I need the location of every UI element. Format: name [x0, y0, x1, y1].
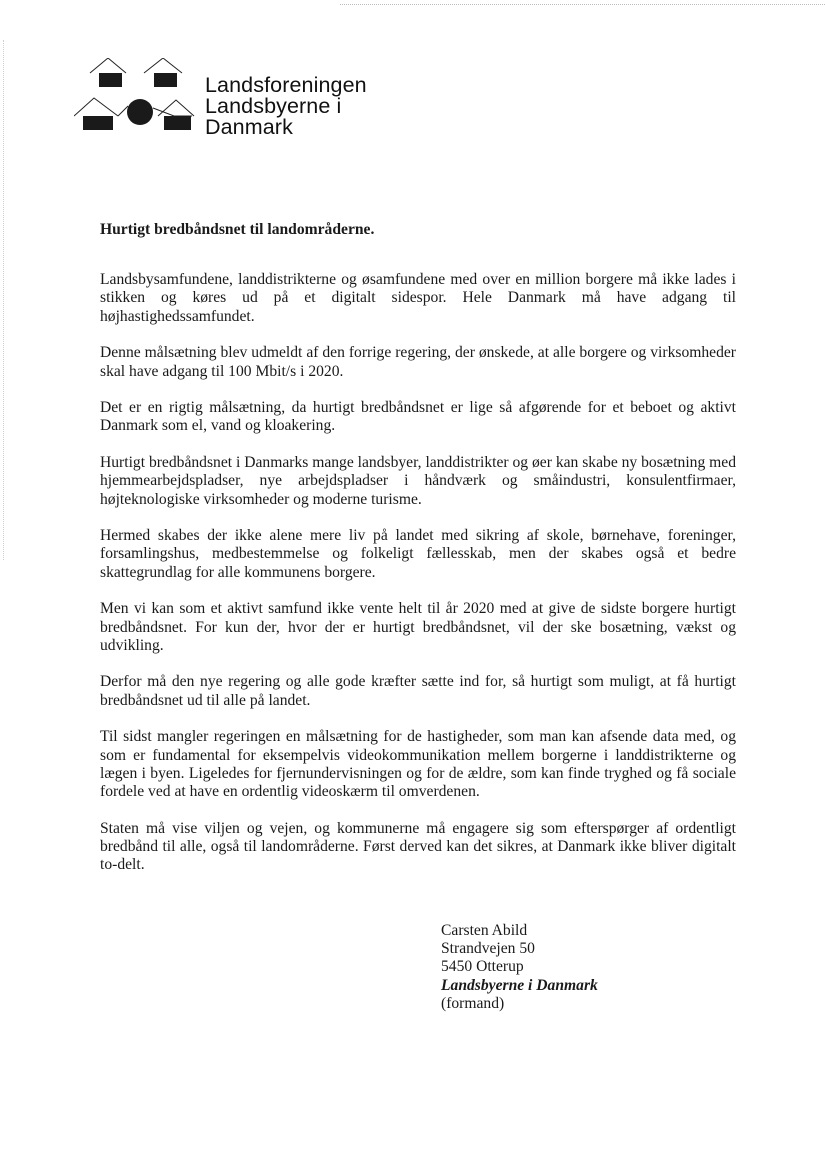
signer-role: (formand) — [441, 994, 505, 1012]
logo-line: Landsforeningen — [205, 73, 367, 97]
paragraph: Hermed skabes der ikke alene mere liv på landet med sikring af skole, børnehave, foreninger, forsamlingshus, medbestemmelse og folkeligt fællesskab, men der skabes også et bedre skattegrundlag for alle kommunens borgere. — [100, 527, 736, 581]
logo-wordmark — [205, 75, 367, 138]
paragraph: Denne målsætning blev udmeldt af den forrige regering, der ønskede, at alle borgere og virksomheder skal have adgang til 100 Mbit/s i 2020. — [100, 344, 736, 380]
signer-city: 5450 Otterup — [441, 958, 524, 976]
paragraph: Landsbysamfundene, landdistrikterne og øsamfundene med over en million borgere må ikke lades i stikken og køres ud på et digitalt sidespor. Hele Danmark må have adgang til højhastighedssamfundet. — [100, 271, 736, 325]
paragraph: Staten må vise viljen og vejen, og kommunerne må engagere sig som efterspørger af ordentligt bredbånd til alle, også til landområderne. Først derved kan det sikres, at Danmark ikke bliver digitalt to-delt. — [100, 819, 736, 874]
paragraph: Hurtigt bredbåndsnet i Danmarks mange landsbyer, landdistrikter og øer kan skabe ny bosætning med hjemmearbejdspladser, nye arbejdspladser i håndværk og småindustri, konsulentfirmaer, højteknologiske virksomheder og moderne turisme. — [100, 454, 736, 508]
paragraph: Derfor må den nye regering og alle gode kræfter sætte ind for, så hurtigt som muligt, at få hurtigt bredbåndsnet ud til alle på landet. — [100, 673, 736, 709]
logo-line: Danmark — [205, 115, 293, 139]
signer-name: Carsten Abild — [441, 922, 528, 939]
paragraph: Men vi kan som et aktivt samfund ikke vente helt til år 2020 med at give de sidste borgere hurtigt bredbåndsnet. For kun der, hvor der er hurtigt bredbåndsnet, vil der ske bosætning, vækst og udvikling. — [100, 600, 736, 654]
houses-emblem-icon — [74, 58, 204, 158]
signer-organization: Landsbyerne i Danmark — [441, 976, 598, 994]
signature-block — [441, 922, 598, 1013]
signer-street: Strandvejen 50 — [441, 940, 535, 958]
letter-title: Hurtigt bredbåndsnet til landområderne. — [100, 221, 375, 238]
paragraph: Det er en rigtig målsætning, da hurtigt bredbåndsnet er lige så afgørende for et beboet og aktivt Danmark som el, vand og kloakering. — [100, 399, 736, 435]
scan-artifact-top — [340, 4, 825, 5]
logo-line: Landsbyerne i — [205, 94, 342, 118]
letter-body — [100, 221, 736, 893]
paragraph: Til sidst mangler regeringen en målsætning for de hastigheder, som man kan afsende data med, og som er fundamental for eksempelvis videokommunikation mellem borgerne i landdistrikterne og lægen i byen. Ligeledes for fjernundervisningen og for de ældre, som kan finde tryghed og få sociale fordele ved at have en ordentlig videoskærm til omverdenen. — [100, 728, 736, 800]
scan-artifact-left — [3, 40, 4, 560]
organization-logo — [74, 58, 394, 158]
